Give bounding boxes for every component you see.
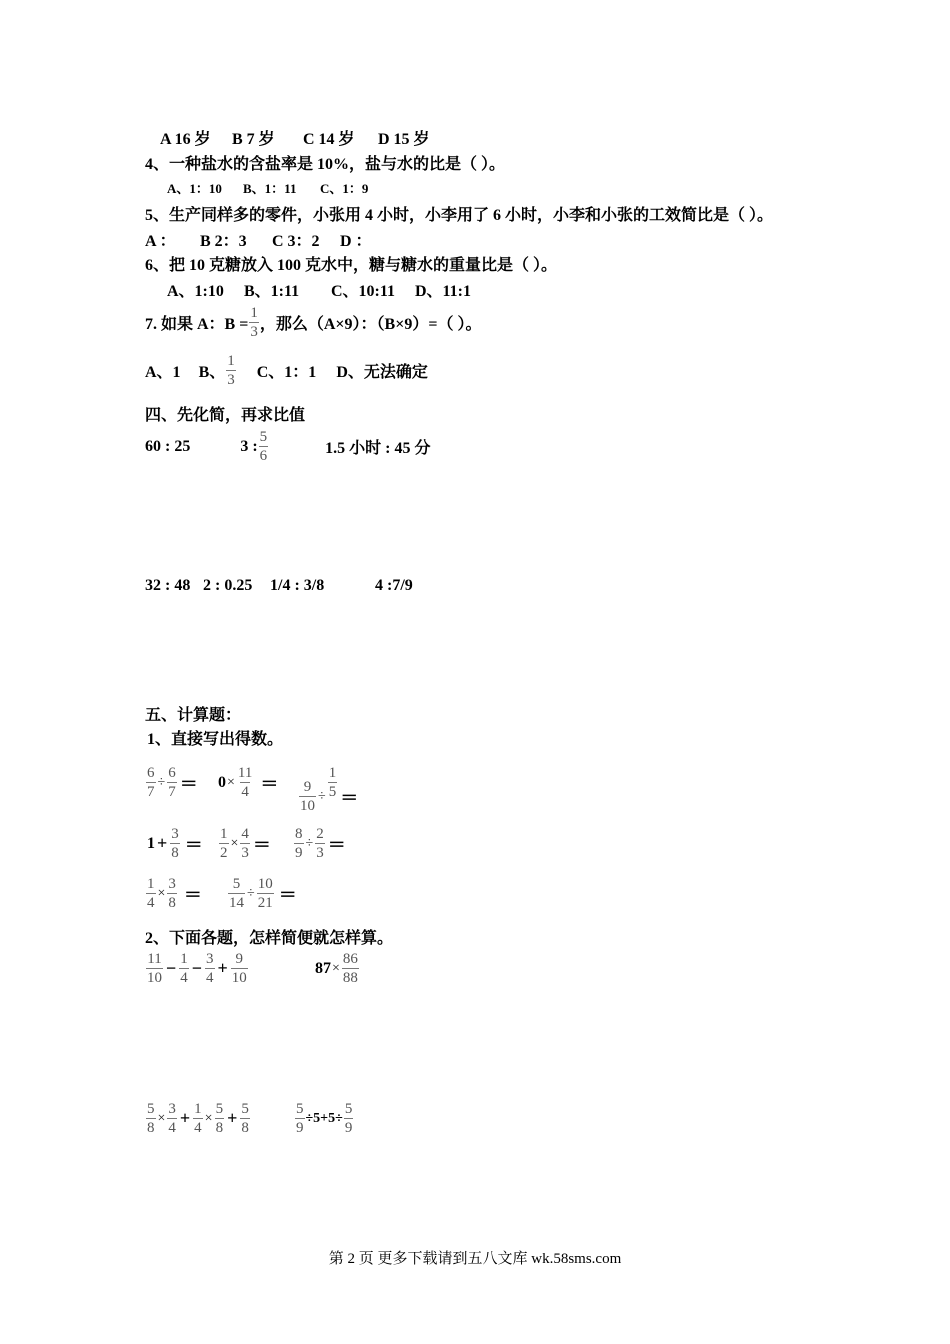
simplify-expr-2: 87 × $\frac{86}{88}$ (315, 951, 358, 986)
ratio-32-48: 32 : 48 (145, 577, 191, 594)
option-c: C 14 岁 (303, 131, 355, 148)
option-b: B 7 岁 (232, 131, 275, 148)
q5-option-c: C 3：2 (272, 233, 320, 250)
simplify-row-1 (145, 428, 431, 465)
q7-option-d: D、无法确定 (336, 364, 428, 381)
option-d: D 15 岁 (378, 131, 430, 148)
q6-option-b: B、1:11 (244, 283, 300, 300)
q6-option-c: C、10:11 (331, 283, 396, 300)
q7-option-b-label: B、 (198, 364, 226, 381)
subsection-2-title: 2、下面各题，怎样简便就怎样算。 (145, 930, 394, 947)
q7-option-c: C、1：1 (256, 364, 317, 381)
calc-expr-2: 0 × $\frac{11}{4}$ ＝ (218, 765, 279, 800)
subsection-1-title: 1、直接写出得数。 (147, 731, 284, 748)
q7-fraction: $\frac{1}{3}$ (250, 305, 258, 340)
q4-option-b: B、1：11 (243, 181, 297, 196)
calc-expr-5: $\frac{1}{2}$ × $\frac{4}{3}$ ＝ (220, 826, 271, 861)
section-5-title: 五、计算题： (145, 707, 242, 724)
ratio-2-025: 2 : 0.25 (203, 577, 253, 594)
question-4: 4、一种盐水的含盐率是 10%，盐与水的比是（ ）。 (145, 156, 506, 173)
calc-expr-3: $\frac{9}{10}$ ÷ $\frac{1}{5}$ ＝ (300, 765, 359, 814)
ratio-4-7-9: 4 :7/9 (375, 577, 413, 594)
section-4-title: 四、先化简，再求比值 (145, 407, 306, 424)
question-5: 5、生产同样多的零件，小张用 4 小时，小李用了 6 小时，小李和小张的工效简比是（ ）。 (145, 207, 774, 224)
ratio-60-25: 60 : 25 (145, 437, 191, 455)
ratio-5-6-fraction: $\frac{5}{6}$ (259, 429, 268, 464)
calc-expr-1: $\frac{6}{7}$ ÷ $\frac{6}{7}$ ＝ (147, 765, 198, 800)
ratio-quarter-3-8: 1/4 : 3/8 (270, 577, 325, 594)
calc-expr-8: $\frac{5}{14}$ ÷ $\frac{10}{21}$ ＝ (229, 876, 297, 911)
calc-expr-4: 1 + $\frac{3}{8}$ ＝ (147, 826, 203, 861)
calc-expr-6: $\frac{8}{9}$ ÷ $\frac{2}{3}$ ＝ (295, 826, 346, 861)
question-6: 6、把 10 克糖放入 100 克水中，糖与糖水的重量比是（ ）。 (145, 257, 558, 274)
simplify-expr-1: $\frac{11}{10}$ − $\frac{1}{4}$ − $\frac{3}{4}$ + $\frac{9}{10}$ (147, 951, 247, 986)
simplify-expr-3: $\frac{5}{8}$ × $\frac{3}{4}$ + $\frac{1}{4}$ × $\frac{5}{8}$ + $\frac{5}{8}$ (147, 1101, 249, 1136)
simplify-expr-4: $\frac{5}{9}$ ÷5+5÷ $\frac{5}{9}$ (296, 1101, 353, 1136)
q6-option-a: A、1:10 (167, 283, 224, 300)
ratio-3-prefix: 3 : (240, 437, 258, 455)
q5-option-d: D ： (340, 233, 372, 250)
q7-suffix: ，那么（A×9）：（B×9）=（ ）。 (259, 316, 482, 333)
q7-prefix: 7. 如果 A：B = (145, 316, 249, 333)
q4-option-c: C、1：9 (320, 181, 369, 196)
q7-option-b-fraction: $\frac{1}{3}$ (227, 353, 235, 388)
q7-options (145, 352, 428, 389)
ratio-hours-minutes: 1.5 小时 : 45 分 (325, 440, 431, 457)
q5-option-a: A ： (145, 233, 176, 250)
q4-option-a: A、1：10 (167, 181, 222, 196)
option-a: A 16 岁 (160, 131, 211, 148)
question-7 (145, 304, 481, 341)
q6-option-d: D、11:1 (415, 283, 472, 300)
page-footer: 第 2 页 更多下载请到五八文库 wk.58sms.com (328, 1251, 622, 1267)
q7-option-a: A、1 (145, 364, 181, 381)
calc-expr-7: $\frac{1}{4}$ × $\frac{3}{8}$ ＝ (147, 876, 202, 911)
q5-option-b: B 2：3 (200, 233, 247, 250)
